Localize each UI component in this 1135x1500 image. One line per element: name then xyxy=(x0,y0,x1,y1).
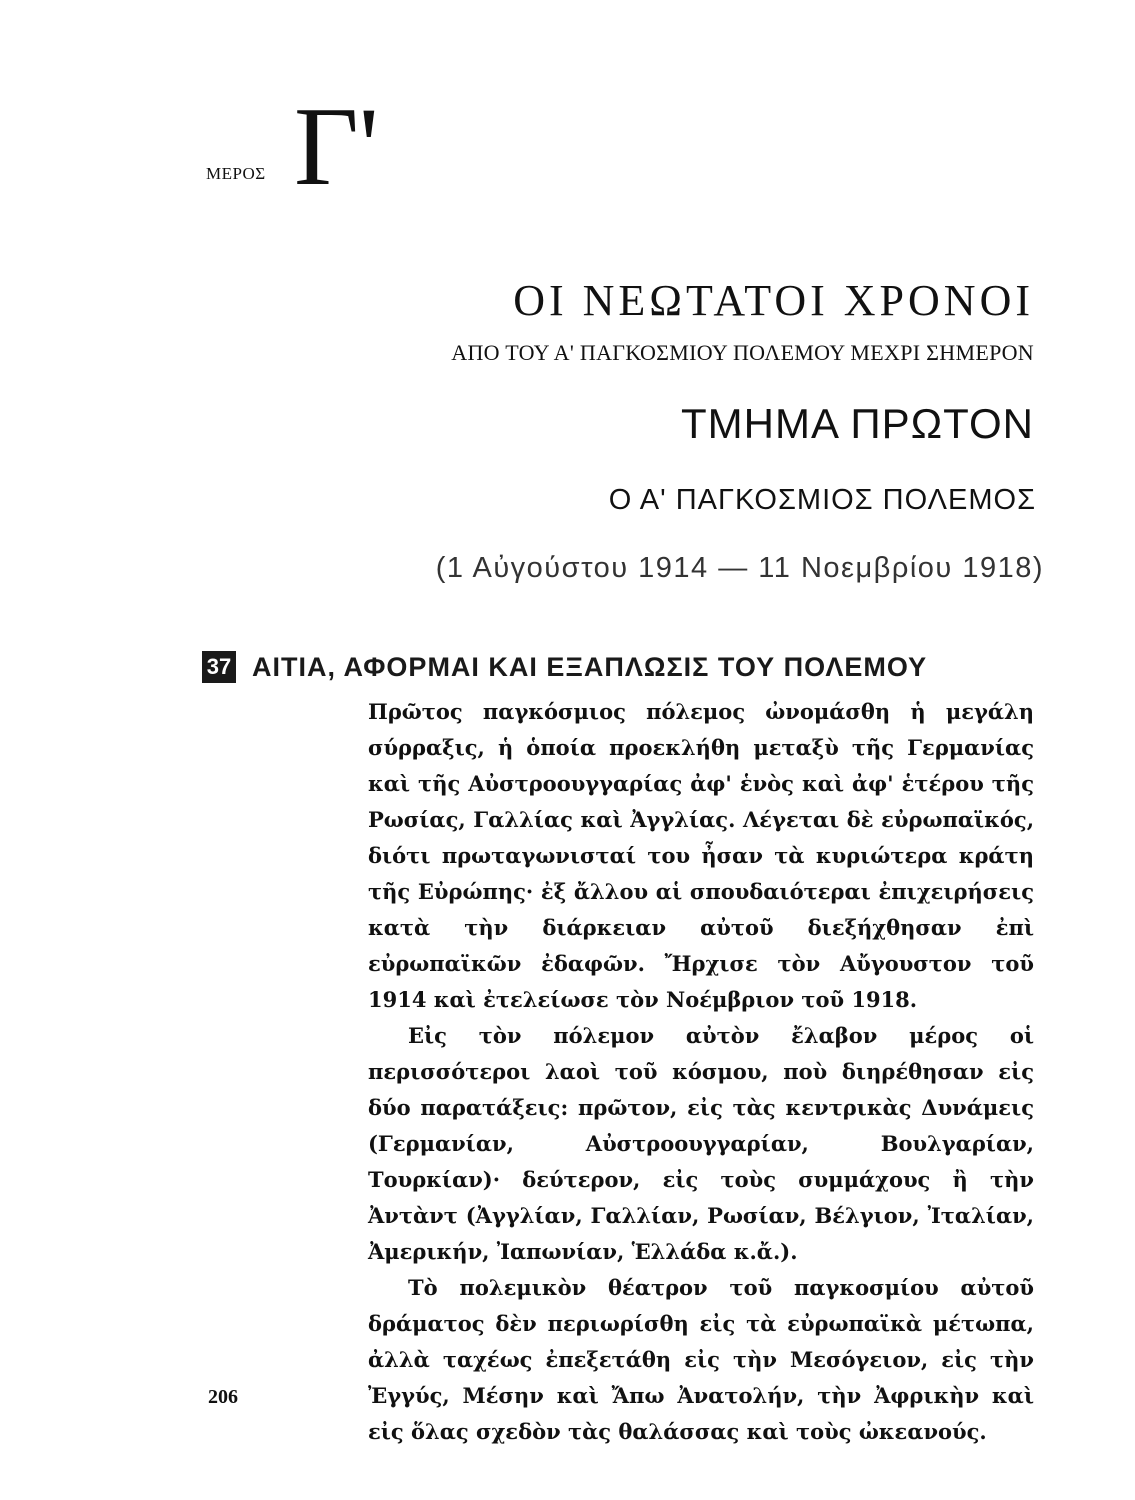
page-number: 206 xyxy=(208,1386,238,1408)
main-subtitle: ΑΠΟ ΤΟΥ Α' ΠΑΓΚΟΣΜΙΟΥ ΠΟΛΕΜΟΥ ΜΕΧΡΙ ΣΗΜΕΡΟΝ xyxy=(451,340,1034,365)
subsection-number-badge: 37 xyxy=(202,651,236,683)
chapter-title: Ο Α' ΠΑΓΚΟΣΜΙΟΣ ΠΟΛΕΜΟΣ xyxy=(608,484,1036,516)
date-range: (1 Αὐγούστου 1914 — 11 Νοεμβρίου 1918) xyxy=(435,552,1044,584)
paragraph: Εἰς τὸν πόλεμον αὐτὸν ἔλαβον μέρος οἱ περισσότεροι λαοὶ τοῦ κόσμου, ποὺ διηρέθησαν εἰς δύο παρατάξεις: πρῶτον, εἰς τὰς κεντρικὰς Δυνάμεις (Γερμανίαν, Αὐστροουγγαρίαν, Βουλγαρίαν, Τουρκίαν)· δεύτερον, εἰς τοὺς συμμάχους ἢ τὴν Ἀντὰντ (Ἀγγλίαν, Γαλλίαν, Ρωσίαν, Βέλγιον, Ἰταλίαν, Ἀμερικήν, Ἰαπωνίαν, Ἑλλάδα κ.ἄ.). xyxy=(368,1023,1034,1264)
paragraph: Πρῶτος παγκόσμιος πόλεμος ὠνομάσθη ἡ μεγάλη σύρραξις, ἡ ὁποία προεκλήθη μεταξὺ τῆς Γερμανίας καὶ τῆς Αὐστροουγγαρίας ἀφ' ἑνὸς καὶ ἀφ' ἑτέρου τῆς Ρωσίας, Γαλλίας καὶ Ἀγγλίας. Λέγεται δὲ εὐρωπαϊκός, διότι πρωταγωνισταί του ἦσαν τὰ κυριώτερα κράτη τῆς Εὐρώπης· ἐξ ἄλλου αἱ σπουδαιότεραι ἐπιχειρήσεις κατὰ τὴν διάρκειαν αὐτοῦ διεξήχθησαν ἐπὶ εὐρωπαϊκῶν ἐδαφῶν. Ἤρχισε τὸν Αὔγουστον τοῦ 1914 καὶ ἐτελείωσε τὸν Νοέμβριον τοῦ 1918. xyxy=(368,699,1034,1012)
subsection-heading xyxy=(202,648,1042,688)
part-marker xyxy=(206,85,379,209)
part-letter: Γ' xyxy=(294,85,379,209)
main-title: ΟΙ ΝΕΩΤΑΤΟΙ ΧΡΟΝΟΙ xyxy=(513,276,1034,325)
paragraph: Τὸ πολεμικὸν θέατρον τοῦ παγκοσμίου αὐτοῦ δράματος δὲν περιωρίσθη εἰς τὰ εὐρωπαϊκὰ μέτωπα, ἀλλὰ ταχέως ἐπεξετάθη εἰς τὴν Μεσόγειον, εἰς τὴν Ἐγγύς, Μέσην καὶ Ἄπω Ἀνατολήν, τὴν Ἀφρικὴν καὶ εἰς ὅλας σχεδὸν τὰς θαλάσσας καὶ τοὺς ὠκεανούς. xyxy=(368,1275,1034,1444)
section-title: ΤΜΗΜΑ ΠΡΩΤΟΝ xyxy=(681,400,1034,447)
body-text xyxy=(368,694,1034,1450)
part-label: ΜΕΡΟΣ xyxy=(206,164,266,183)
subsection-title: ΑΙΤΙΑ, ΑΦΟΡΜΑΙ ΚΑΙ ΕΞΑΠΛΩΣΙΣ ΤΟΥ ΠΟΛΕΜΟΥ xyxy=(252,652,928,682)
